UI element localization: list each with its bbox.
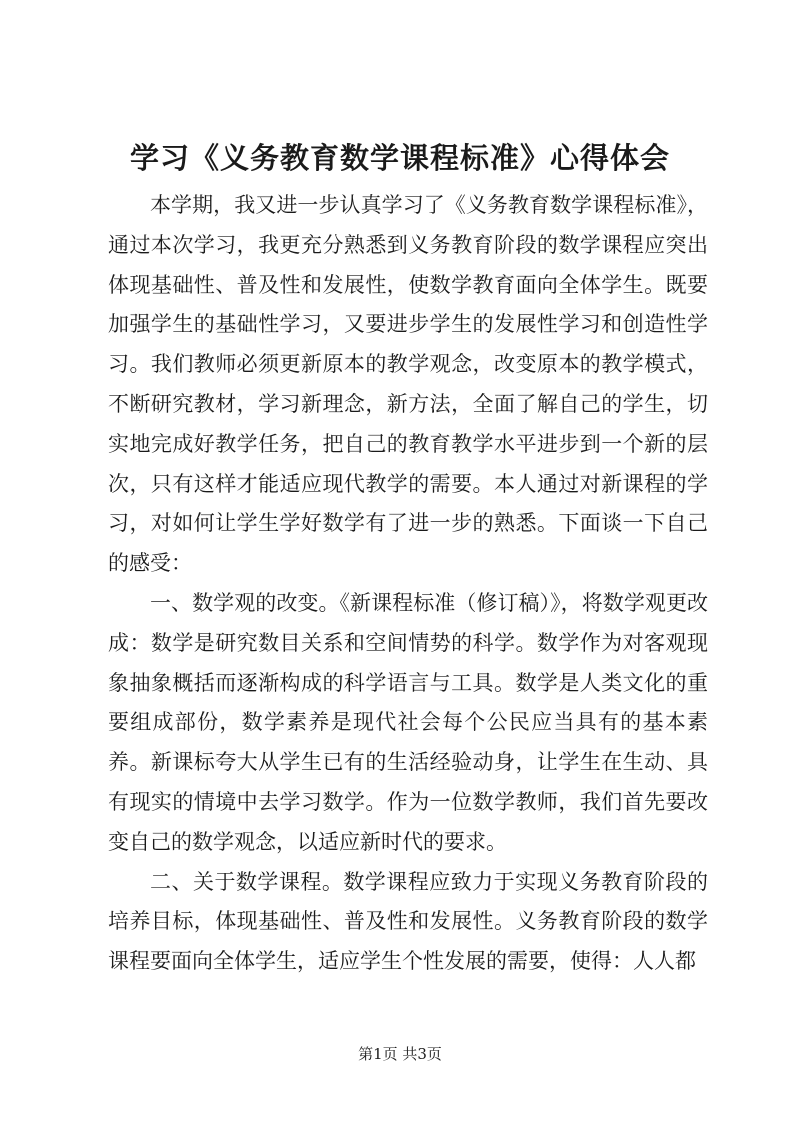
document-body: [108, 186, 708, 982]
document-title: 学习《义务教育数学课程标准》心得体会: [129, 141, 670, 175]
paragraph-section-two: 二、关于数学课程。数学课程应致力于实现义务教育阶段的培养目标，体现基础性、普及性和发展性。义务教育阶段的数学课程要面向全体学生，适应学生个性发展的需要，使得：人人都: [108, 869, 708, 974]
paragraph-intro: 本学期，我又进一步认真学习了《义务教育数学课程标准》，通过本次学习，我更充分熟悉到义务教育阶段的数学课程应突出体现基础性、普及性和发展性，使数学教育面向全体学生。既要加强学生的基础性学习，又要进步学生的发展性学习和创造性学习。我们教师必须更新原本的教学观念，改变原本的教学模式，不断研究教材，学习新理念，新方法，全面了解自己的学生，切实地完成好教学任务，把自己的教育教学水平进步到一个新的层次，只有这样才能适应现代教学的需要。本人通过对新课程的学习，对如何让学生学好数学有了进一步的熟悉。下面谈一下自己的感受：: [108, 193, 708, 576]
page-footer: 第1页 共3页: [358, 1045, 442, 1063]
paragraph-section-one: 一、数学观的改变。《新课程标准（修订稿）》，将数学观更改成：数学是研究数目关系和空间情势的科学。数学作为对客观现象抽象概括而逐渐构成的科学语言与工具。数学是人类文化的重要组成部份，数学素养是现代社会每个公民应当具有的基本素养。新课标夸大从学生已有的生活经验动身，让学生在生动、具有现实的情境中去学习数学。作为一位数学教师，我们首先要改变自己的数学观念，以适应新时代的要求。: [108, 590, 708, 854]
